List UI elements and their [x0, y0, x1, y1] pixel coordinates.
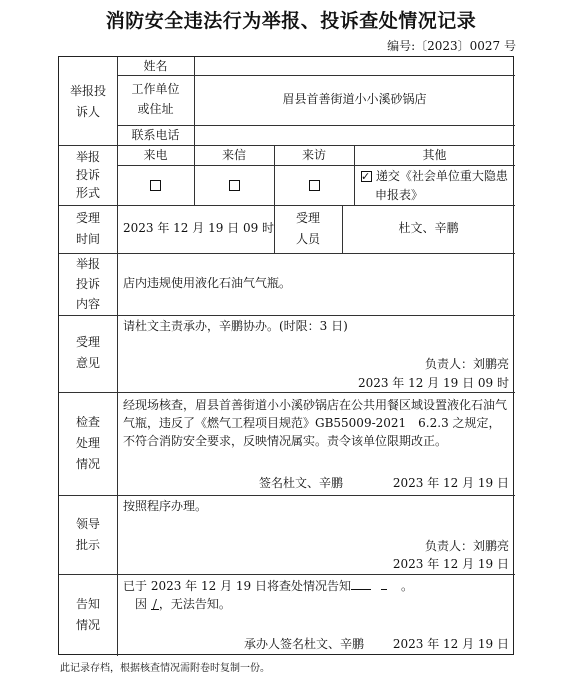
notice-line-2-prefix: 因 [135, 597, 148, 611]
inspection-signature: 签名杜文、辛鹏 [259, 476, 344, 490]
reporter-section-label [59, 81, 117, 123]
row-divider [59, 495, 515, 496]
document-number: 编号:〔2023〕0027 号 [387, 39, 516, 53]
notice-line-2 [135, 596, 231, 613]
option-label-letter: 来信 [221, 148, 246, 162]
checkbox-visit[interactable] [274, 177, 354, 194]
notice-blank-1 [351, 576, 371, 590]
notice-blank-2 [381, 576, 387, 590]
notice-line-1-prefix: 已于 2023 年 12 月 19 日将查处情况告知 [123, 579, 351, 593]
label-line: 时间 [75, 232, 100, 246]
checkbox-square-icon [229, 180, 240, 191]
option-label-call: 来电 [143, 148, 168, 162]
label-line: 或住址 [137, 102, 174, 116]
record-table [58, 56, 514, 655]
row-divider [59, 315, 515, 316]
label-line: 形式 [75, 186, 100, 200]
option-label-other: 其他 [422, 148, 447, 162]
row-divider [117, 165, 515, 166]
label-line: 情况 [75, 618, 100, 632]
notice-line-1-suffix: 。 [400, 579, 413, 593]
row-divider [59, 574, 515, 575]
checkbox-call[interactable] [117, 177, 194, 194]
accept-time-label [59, 208, 117, 250]
option-other-detail [361, 167, 511, 205]
accept-staff-value: 杜文、辛鹏 [398, 221, 459, 235]
opinion-text: 请杜文主责承办，辛鹏协办。(时限：3 日) [123, 319, 348, 333]
notice-line-2-filled: / [152, 597, 157, 611]
accept-time-value: 2023 年 12 月 19 日 09 时 [123, 221, 275, 235]
notice-line-2-suffix: ，无法告知。 [158, 597, 231, 611]
label-line: 批示 [75, 538, 100, 552]
other-line [361, 167, 511, 186]
label-line: 受理 [75, 211, 100, 225]
content-text: 店内违规使用液化石油气气瓶。 [123, 276, 292, 290]
label-line: 检查 [75, 415, 100, 429]
row-divider [59, 253, 515, 254]
label-line: 举报投 [69, 84, 106, 98]
content-label [59, 254, 117, 314]
row-divider [117, 75, 515, 76]
notice-date: 2023 年 12 月 19 日 [392, 637, 509, 651]
other-text-line: 申报表》 [375, 188, 424, 202]
checkbox-letter[interactable] [194, 177, 274, 194]
opinion-responsible: 负责人：刘鹏亮 [424, 357, 509, 371]
footer-note: 此记录存档，根据核查情况需附卷时复制一份。 [60, 663, 270, 674]
page-title: 消防安全违法行为举报、投诉查处情况记录 [105, 10, 477, 32]
other-text-line: 递交《社会单位重大隐患 [375, 169, 508, 183]
label-line: 受理 [295, 211, 320, 225]
inspection-label [59, 412, 117, 475]
checkbox-square-icon [309, 180, 320, 191]
checkbox-square-icon [150, 180, 161, 191]
notice-label [59, 594, 117, 636]
label-line: 投诉 [75, 168, 100, 182]
label-line: 意见 [75, 356, 100, 370]
row-divider [59, 205, 515, 206]
checked-box-icon[interactable] [361, 171, 372, 182]
accept-staff-label [274, 208, 342, 250]
inspection-text: 经现场核查，眉县首善街道小小溪砂锅店在公共用餐区域设置液化石油气气瓶，违反了《燃气工程项目规范》GB55009-2021 6.2.3 之规定，不符合消防安全要求，反映情况属实。责令该单位限期改正。 [123, 398, 508, 448]
leader-label [59, 514, 117, 556]
notice-signature: 承办人签名杜文、辛鹏 [244, 637, 365, 651]
label-line: 投诉 [75, 277, 100, 291]
label-line: 领导 [75, 517, 100, 531]
label-line: 举报 [75, 150, 100, 164]
label-line: 诉人 [75, 105, 100, 119]
unit-value: 眉县首善街道小小溪砂锅店 [282, 92, 427, 106]
leader-responsible: 负责人：刘鹏亮 [424, 539, 509, 553]
leader-text: 按照程序办理。 [123, 499, 208, 513]
option-label-visit: 来访 [301, 148, 326, 162]
name-label: 姓名 [143, 59, 168, 73]
label-line: 举报 [75, 257, 100, 271]
phone-label: 联系电话 [131, 128, 180, 142]
opinion-label [59, 332, 117, 374]
form-section-label [59, 148, 117, 202]
notice-line-1 [123, 576, 413, 595]
row-divider [59, 392, 515, 393]
inspection-date: 2023 年 12 月 19 日 [392, 476, 509, 490]
label-line: 情况 [75, 457, 100, 471]
label-line: 处理 [75, 436, 100, 450]
label-line: 人员 [295, 232, 320, 246]
leader-date: 2023 年 12 月 19 日 [392, 557, 509, 571]
label-line: 告知 [75, 597, 100, 611]
opinion-date: 2023 年 12 月 19 日 09 时 [357, 376, 509, 390]
unit-label [117, 79, 194, 119]
label-line: 受理 [75, 335, 100, 349]
label-line: 内容 [75, 297, 100, 311]
label-line: 工作单位 [131, 82, 180, 96]
